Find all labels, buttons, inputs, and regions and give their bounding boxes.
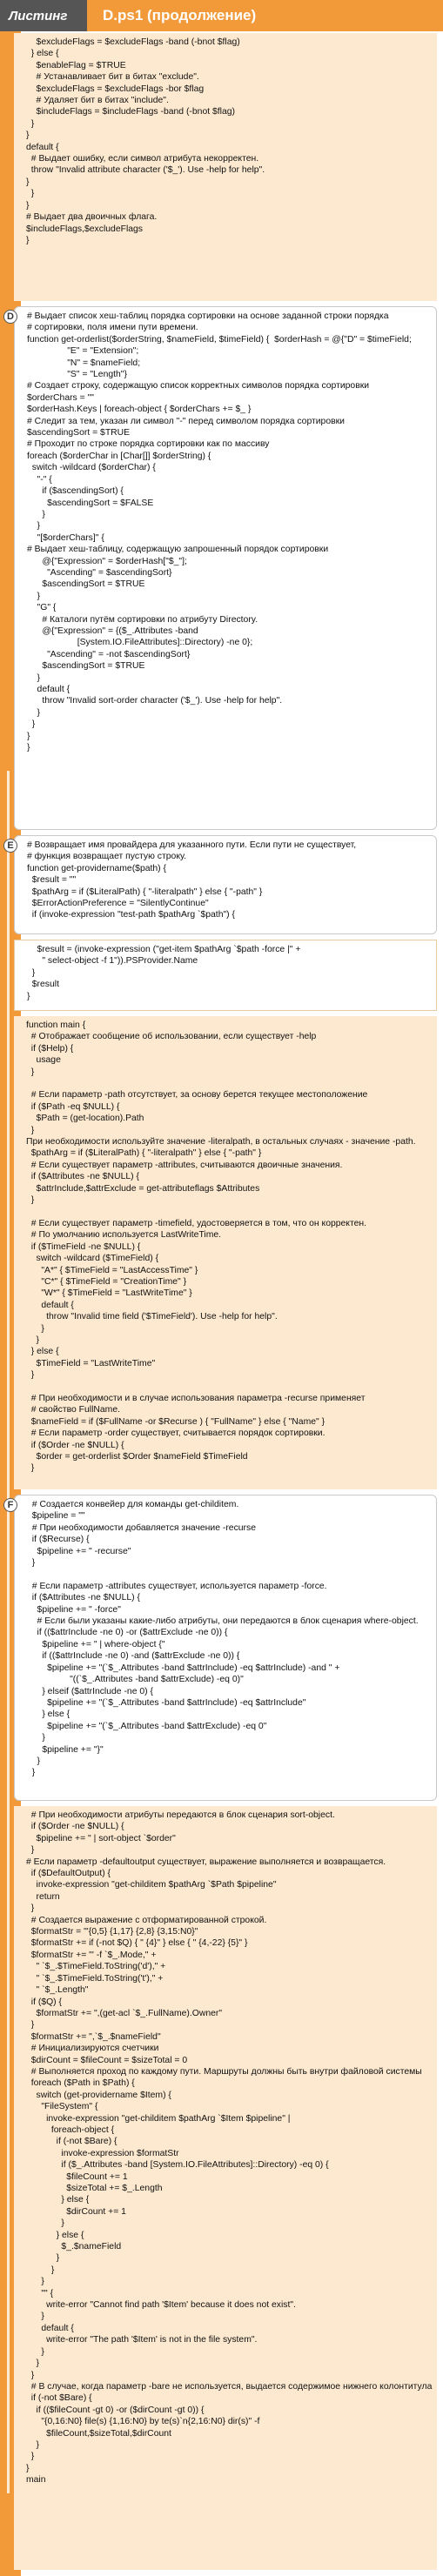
listing-label: Листинг — [0, 0, 87, 31]
code-text: function main { # Отображает сообщение об использовании, если существует -help if ($Help) { usage } # Если параметр -path отсутствует, за основу берется текущее местоположение if ($Path -eq $NULL) { $Path = (get-location).Path } При необходимости используйте значение -literalpath, в остальных случаях - значение -path. $pathArg = if ($LiteralPath) { "-literalpath" } else { "-path" } # Если существует параметр -attributes, считываются двоичные значения. if ($Attributes -ne $NULL) { $attrInclude,$attrExclude = get-attributeflags $Attributes } # Если существует параметр -timefield, удостоверяется в том, что он корректен. # По умолчанию используется LastWriteTime. if ($TimeField -ne $NULL) { switch -wildcard ($TimeField) { "A*" { $TimeField = "LastAccessTime" } "C*" { $TimeField = "CreationTime" } "W*" { $TimeField = "LastWriteTime" } default { throw "Invalid time field ('$TimeField'). Use -help for help". } } } else { $TimeField = "LastWriteTime" } # При необходимости и в случае использования параметра -recurse применяет # свойство FullName. $nameField = if ($FullName -or $Recurse ) { "FullName" } else { "Name" } # Если параметр -order существует, считывается порядок сортировки. if ($Order -ne $NULL) { $order = get-orderlist $Order $nameField $TimeField } — [26, 1020, 416, 1474]
code-block-e — [14, 835, 437, 934]
code-text: $excludeFlags = $excludeFlags -band (-bnot $flag) } else { $enableFlag = $TRUE # Устанавливает бит в битах "exclude". $excludeFlags = $excludeFlags -bor $flag # Удаляет бит в битах "include". $includeFlags = $includeFlags -band (-bnot $flag) } } default { # Выдает ошибку, если символ атрибута некорректен. throw "Invalid attribute character ('$_'). Use -help for help". } } } # Выдает два двоичных флага. $includeFlags,$excludeFlags } — [26, 37, 265, 245]
marker-f: F — [3, 1498, 17, 1512]
listing-title: D.ps1 (продолжение) — [87, 0, 443, 31]
code-text: # При необходимости атрибуты передаются в блок сценария sort-object. if ($Order -ne $NULL) { $pipeline += " | sort-object `$order" } # Если параметр -defaultoutput существует, выражение выполняется и возвращается. if ($DefaultOutput) { invoke-expression "get-childitem $pathArg `$Path $pipeline" return } # Создается выражение с отформатированной строкой. $formatStr = "'{0,5} {1,17} {2,8} {3,15:N0}" $formatStr += if (-not $Q) { " {4}" } else { " {4,-22} {5}" } $formatStr += "' -f `$_.Mode," + " `$_.$TimeField.ToString('d')," + " `$_.$TimeField.ToString('t')," + " `$_.Length" if ($Q) { $formatStr += ",(get-acl `$_.FullName).Owner" } $formatStr += ",`$_.$nameField" # Инициализируются счетчики $dirCount = $fileCount = $sizeTotal = 0 # Выполняется проход по каждому пути. Маршруты должны быть внутри файловой системы foreach ($Path in $Path) { switch (get-providername $Item) { "FileSystem" { invoke-expression "get-childitem $pathArg `$Item $pipeline" | foreach-object { if (-not $Bare) { invoke-expression $formatStr if ($_.Attributes -band [System.IO.FileAttributes]::Directory) -eq 0) { $fileCount += 1 $sizeTotal += $_.Length } else { $dirCount += 1 } } else { $_.$nameField } } } "" { write-error "Cannot find path '$Item' because it does not exist". } default { write-error "The path '$Item' is not in the file system". } } } # В случае, когда параметр -bare не используется, выдается содержимое нижнего колонтитула if (-not $Bare) { if (($fileCount -gt 0) -or ($dirCount -gt 0)) { "{0,16:N0} file(s) {1,16:N0} by te(s)`n{2,16:N0} dir(s)" -f $fileCount,$sizeTotal,$dirCount } } } main — [26, 1810, 433, 2486]
code-block-e2 — [14, 940, 437, 1011]
code-text: # Выдает список хеш-таблиц порядка сортировки на основе заданной строки порядка # сортировки, поля имени пути времени. function get-orderlist($orderString, $nameField, $timeField) { $orderHash = @{"D" = $timeField; "E" = "Extension"; "N" = $nameField; "S" = "Length"} # Создает строку, содержащую список корректных символов порядка сортировки $orderChars = "" $orderHash.Keys | foreach-object { $orderChars += $_ } # Следит за тем, указан ли символ "-" перед символом порядка сортировки $ascendingSort = $TRUE # Проходит по строке порядка сортировки как по массиву foreach ($orderChar in [Char[]] $orderString) { switch -wildcard ($orderChar) { "-" { if ($ascendingSort) { $ascendingSort = $FALSE } } "[$orderChars]" { # Выдает хеш-таблицу, содержащую запрошенный порядок сортировки @{"Expression" = $orderHash["$_"]; "Ascending" = $ascendingSort} $ascendingSort = $TRUE } "G" { # Каталоги путём сортировки по атрибуту Directory. @{"Expression" = {($_.Attributes -band [System.IO.FileAttributes]::Directory) -ne 0}; "Ascending" = -not $ascendingSort} $ascendingSort = $TRUE } default { throw "Invalid sort-order character ('$_'). Use -help for help". } } } } — [27, 311, 412, 753]
code-block-f — [14, 1495, 437, 1801]
marker-e: E — [3, 839, 17, 853]
code-block-output — [14, 1806, 437, 2570]
code-block-main — [14, 1016, 437, 1489]
code-text: # Создается конвейер для команды get-childitem. $pipeline = "" # При необходимости добавляется значение -recurse if ($Recurse) { $pipeline += " -recurse" } # Если параметр -attributes существует, используется параметр -force. if ($Attributes -ne $NULL) { $pipeline += " -force" # Если были указаны какие-либо атрибуты, они передаются в блок сценария where-object. if (($attrInclude -ne 0) -or ($attrExclude -ne 0)) { $pipeline += " | where-object {" if (($attrInclude -ne 0) -and ($attrExclude -ne 0)) { $pipeline += "(`$_.Attributes -band $attrInclude) -eq $attrInclude) -and " + "((`$_.Attributes -band $attrExclude) -eq 0)" } elseif ($attrInclude -ne 0) { $pipeline += "(`$_.Attributes -band $attrInclude) -eq $attrInclude" } else { $pipeline += "(`$_.Attributes -band $attrExclude) -eq 0" } $pipeline += "}" } } — [31, 1500, 419, 1778]
code-block-1 — [14, 33, 437, 301]
marker-d: D — [3, 310, 17, 324]
code-block-d — [14, 306, 437, 830]
code-text: # Возвращает имя провайдера для указанного пути. Если пути не существует, # функция возвращает пустую строку. function get-providername($path) { $result = "" $pathArg = if ($LiteralPath) { "-literalpath" } else { "-path" } $ErrorActionPreference = "SilentlyContinue" if (invoke-expression "test-path $pathArg `$path") { — [27, 840, 357, 920]
code-text: $result = (invoke-expression ("get-item $pathArg `$path -force |" + " select-object -f 1")).PSProvider.Name } $result } — [27, 945, 301, 1001]
listing-header — [0, 0, 443, 31]
